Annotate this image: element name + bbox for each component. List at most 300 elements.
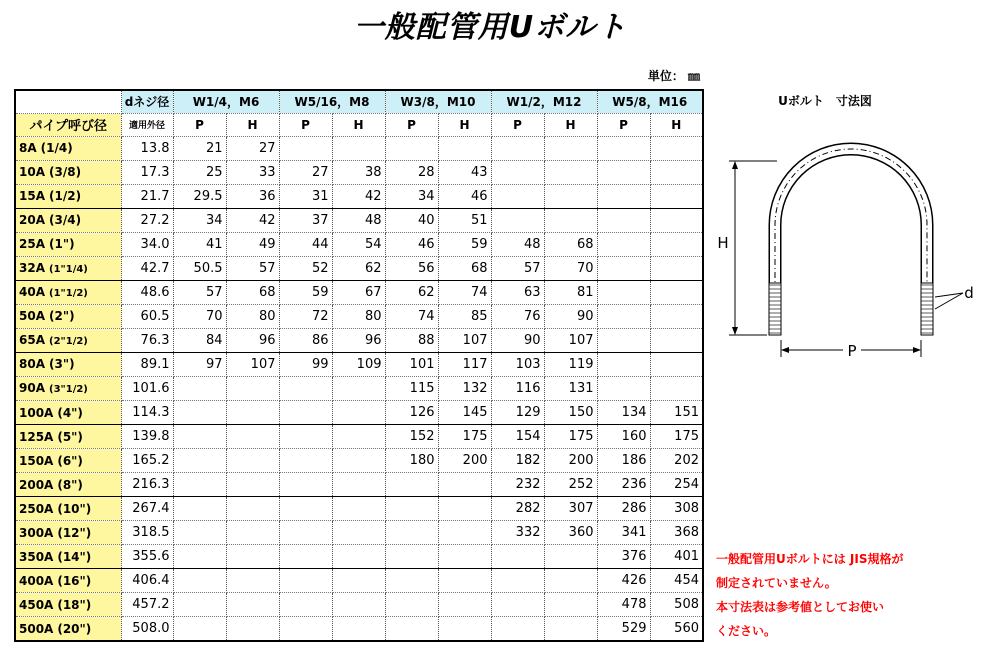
- pipe-size-cell: [15, 328, 121, 352]
- pipe-size-inch: (12"): [57, 525, 92, 540]
- outer-diameter-cell: 216.3: [121, 473, 173, 497]
- table-row: [15, 593, 703, 617]
- table-row: [15, 280, 703, 304]
- p-value-cell: 29.5: [173, 184, 226, 208]
- h-value-cell: [544, 569, 597, 593]
- h-value-cell: 33: [226, 160, 279, 184]
- p-value-cell: 57: [491, 256, 544, 280]
- table-row: [15, 545, 703, 569]
- p-value-cell: [173, 617, 226, 641]
- h-value-cell: 145: [438, 401, 491, 425]
- p-value-cell: 41: [173, 232, 226, 256]
- p-value-cell: [279, 521, 332, 545]
- p-value-cell: 50.5: [173, 256, 226, 280]
- pipe-size-inch: (10"): [57, 501, 92, 516]
- p-value-cell: 70: [173, 304, 226, 328]
- table-row: [15, 232, 703, 256]
- outer-diameter-cell: 34.0: [121, 232, 173, 256]
- pipe-size-cell: [15, 593, 121, 617]
- h-value-cell: 360: [544, 521, 597, 545]
- p-value-cell: [385, 617, 438, 641]
- h-value-cell: 200: [438, 449, 491, 473]
- h-value-cell: 132: [438, 376, 491, 400]
- p-value-cell: [597, 136, 650, 160]
- p-value-cell: [491, 160, 544, 184]
- p-value-cell: 62: [385, 280, 438, 304]
- pipe-size-cell: [15, 160, 121, 184]
- h-header: H: [650, 113, 703, 136]
- p-value-cell: 63: [491, 280, 544, 304]
- p-value-cell: 34: [173, 208, 226, 232]
- h-value-cell: [438, 497, 491, 521]
- pipe-size-cell: [15, 617, 121, 641]
- outer-diameter-cell: 508.0: [121, 617, 173, 641]
- outer-diameter-cell: 139.8: [121, 425, 173, 449]
- p-value-cell: [173, 449, 226, 473]
- pipe-size-a: 25A: [19, 237, 45, 252]
- p-value-cell: 154: [491, 425, 544, 449]
- h-value-cell: [226, 545, 279, 569]
- p-value-cell: [385, 473, 438, 497]
- pipe-size-header: パイプ呼び径: [15, 113, 121, 136]
- table-row: [15, 376, 703, 400]
- pipe-size-a: 20A: [19, 213, 45, 228]
- h-value-cell: [544, 184, 597, 208]
- h-value-cell: [332, 136, 385, 160]
- p-value-cell: 88: [385, 328, 438, 352]
- p-value-cell: 186: [597, 449, 650, 473]
- p-value-cell: [491, 569, 544, 593]
- spec-table-body: [15, 136, 703, 641]
- h-value-cell: 42: [226, 208, 279, 232]
- outer-diameter-cell: 27.2: [121, 208, 173, 232]
- p-value-cell: [491, 545, 544, 569]
- d-label: d: [964, 284, 974, 302]
- p-value-cell: 86: [279, 328, 332, 352]
- outer-diameter-cell: 114.3: [121, 401, 173, 425]
- p-header: P: [491, 113, 544, 136]
- note-line-1: 一般配管用Uボルトには JIS規格が: [716, 552, 904, 566]
- h-value-cell: 90: [544, 304, 597, 328]
- p-header: P: [173, 113, 226, 136]
- outer-diameter-cell: 42.7: [121, 256, 173, 280]
- p-value-cell: 282: [491, 497, 544, 521]
- p-value-cell: 236: [597, 473, 650, 497]
- pipe-size-a: 350A: [19, 549, 54, 564]
- p-value-cell: [491, 208, 544, 232]
- table-row: [15, 160, 703, 184]
- pipe-size-cell: [15, 473, 121, 497]
- p-value-cell: [491, 617, 544, 641]
- pipe-size-a: 90A: [19, 381, 45, 396]
- pipe-size-a: 32A: [19, 261, 45, 276]
- outer-diameter-cell: 89.1: [121, 352, 173, 376]
- p-value-cell: [597, 280, 650, 304]
- h-value-cell: [226, 497, 279, 521]
- p-value-cell: [279, 569, 332, 593]
- h-value-cell: 70: [544, 256, 597, 280]
- size-header-4: W1/2，M12: [491, 90, 597, 113]
- p-value-cell: [279, 593, 332, 617]
- h-value-cell: 38: [332, 160, 385, 184]
- pipe-size-inch: (16"): [57, 573, 92, 588]
- p-value-cell: [385, 136, 438, 160]
- p-value-cell: 101: [385, 352, 438, 376]
- pipe-size-cell: [15, 449, 121, 473]
- table-row: [15, 569, 703, 593]
- pipe-size-inch: (2"1/2): [49, 336, 88, 348]
- h-header: H: [544, 113, 597, 136]
- p-value-cell: [597, 160, 650, 184]
- p-value-cell: [597, 376, 650, 400]
- header-blank-cell: [15, 90, 121, 113]
- od-header: 適用外径: [121, 113, 173, 136]
- p-header: P: [279, 113, 332, 136]
- pipe-size-a: 50A: [19, 309, 45, 324]
- p-value-cell: 115: [385, 376, 438, 400]
- p-value-cell: [279, 376, 332, 400]
- h-value-cell: 401: [650, 545, 703, 569]
- p-value-cell: 37: [279, 208, 332, 232]
- pipe-size-inch: (5"): [57, 429, 83, 444]
- h-value-cell: 59: [438, 232, 491, 256]
- pipe-size-inch: (18"): [57, 597, 92, 612]
- h-value-cell: 117: [438, 352, 491, 376]
- p-value-cell: 56: [385, 256, 438, 280]
- p-value-cell: [491, 184, 544, 208]
- pipe-size-a: 15A: [19, 189, 45, 204]
- p-value-cell: [173, 497, 226, 521]
- h-value-cell: 42: [332, 184, 385, 208]
- pipe-size-cell: [15, 497, 121, 521]
- h-value-cell: [650, 376, 703, 400]
- h-value-cell: 560: [650, 617, 703, 641]
- p-value-cell: [279, 136, 332, 160]
- h-value-cell: 80: [226, 304, 279, 328]
- h-value-cell: [226, 376, 279, 400]
- p-value-cell: [385, 521, 438, 545]
- outer-diameter-cell: 318.5: [121, 521, 173, 545]
- table-row: [15, 304, 703, 328]
- p-value-cell: 180: [385, 449, 438, 473]
- p-value-cell: [173, 425, 226, 449]
- h-value-cell: [650, 352, 703, 376]
- h-value-cell: 54: [332, 232, 385, 256]
- pipe-size-a: 500A: [19, 621, 54, 636]
- h-value-cell: [332, 376, 385, 400]
- p-value-cell: [491, 593, 544, 617]
- h-value-cell: 43: [438, 160, 491, 184]
- outer-diameter-cell: 76.3: [121, 328, 173, 352]
- p-value-cell: [597, 256, 650, 280]
- h-value-cell: [544, 208, 597, 232]
- pipe-size-inch: (20"): [57, 621, 92, 636]
- header-row-sizes: [15, 90, 703, 113]
- pipe-size-inch: (3"): [49, 357, 75, 372]
- h-value-cell: 200: [544, 449, 597, 473]
- p-value-cell: [597, 208, 650, 232]
- p-value-cell: [173, 593, 226, 617]
- p-value-cell: 182: [491, 449, 544, 473]
- spec-table: [14, 89, 704, 642]
- pipe-size-a: 40A: [19, 285, 45, 300]
- h-value-cell: [544, 136, 597, 160]
- h-value-cell: 67: [332, 280, 385, 304]
- p-value-cell: [279, 497, 332, 521]
- pipe-size-cell: [15, 401, 121, 425]
- p-dimension: [781, 340, 921, 360]
- pipe-size-a: 100A: [19, 405, 54, 420]
- pipe-size-inch: (1"1/2): [49, 288, 88, 300]
- pipe-size-inch: (3/8): [49, 165, 82, 180]
- p-value-cell: [385, 545, 438, 569]
- outer-diameter-cell: 457.2: [121, 593, 173, 617]
- pipe-size-a: 300A: [19, 525, 54, 540]
- pipe-size-a: 250A: [19, 501, 54, 516]
- h-value-cell: 68: [438, 256, 491, 280]
- h-value-cell: [650, 136, 703, 160]
- pipe-size-inch: (1"1/4): [49, 264, 88, 276]
- h-value-cell: [438, 473, 491, 497]
- h-value-cell: 68: [544, 232, 597, 256]
- table-row: [15, 425, 703, 449]
- h-value-cell: 307: [544, 497, 597, 521]
- p-value-cell: 529: [597, 617, 650, 641]
- p-value-cell: [279, 617, 332, 641]
- p-label: P: [847, 342, 857, 360]
- h-value-cell: 109: [332, 352, 385, 376]
- pipe-size-cell: [15, 232, 121, 256]
- h-dimension: [717, 161, 777, 335]
- u-bolt-diagram: [705, 135, 975, 375]
- h-value-cell: 62: [332, 256, 385, 280]
- h-value-cell: 36: [226, 184, 279, 208]
- p-value-cell: 332: [491, 521, 544, 545]
- p-value-cell: 25: [173, 160, 226, 184]
- h-value-cell: [650, 208, 703, 232]
- p-value-cell: 90: [491, 328, 544, 352]
- h-value-cell: 107: [438, 328, 491, 352]
- h-value-cell: [438, 521, 491, 545]
- h-value-cell: [650, 160, 703, 184]
- h-value-cell: [438, 617, 491, 641]
- outer-diameter-cell: 48.6: [121, 280, 173, 304]
- h-value-cell: [650, 280, 703, 304]
- h-value-cell: 151: [650, 401, 703, 425]
- h-value-cell: 51: [438, 208, 491, 232]
- outer-diameter-cell: 355.6: [121, 545, 173, 569]
- h-value-cell: 49: [226, 232, 279, 256]
- h-value-cell: [438, 136, 491, 160]
- h-value-cell: 368: [650, 521, 703, 545]
- outer-diameter-cell: 60.5: [121, 304, 173, 328]
- size-header-2: W5/16，M8: [279, 90, 385, 113]
- h-value-cell: 81: [544, 280, 597, 304]
- p-value-cell: 84: [173, 328, 226, 352]
- p-value-cell: [173, 545, 226, 569]
- p-value-cell: 376: [597, 545, 650, 569]
- h-value-cell: [332, 449, 385, 473]
- p-value-cell: 116: [491, 376, 544, 400]
- p-value-cell: 286: [597, 497, 650, 521]
- h-value-cell: [226, 617, 279, 641]
- h-value-cell: [332, 497, 385, 521]
- p-value-cell: [385, 593, 438, 617]
- h-value-cell: [226, 401, 279, 425]
- p-value-cell: [279, 449, 332, 473]
- p-value-cell: 103: [491, 352, 544, 376]
- u-bolt-shape: [769, 149, 933, 335]
- h-value-cell: 68: [226, 280, 279, 304]
- h-value-cell: 74: [438, 280, 491, 304]
- table-row: [15, 617, 703, 641]
- h-value-cell: 252: [544, 473, 597, 497]
- h-value-cell: [226, 425, 279, 449]
- pipe-size-a: 8A: [19, 141, 37, 156]
- h-value-cell: 57: [226, 256, 279, 280]
- p-value-cell: 76: [491, 304, 544, 328]
- p-value-cell: [173, 521, 226, 545]
- pipe-size-cell: [15, 136, 121, 160]
- d-dimension: [935, 284, 974, 309]
- p-value-cell: [385, 569, 438, 593]
- p-value-cell: 44: [279, 232, 332, 256]
- h-value-cell: [650, 328, 703, 352]
- p-value-cell: 134: [597, 401, 650, 425]
- p-value-cell: [279, 425, 332, 449]
- h-value-cell: 107: [544, 328, 597, 352]
- note-line-4: ください。: [716, 624, 777, 638]
- pipe-size-a: 125A: [19, 429, 54, 444]
- pipe-size-cell: [15, 352, 121, 376]
- p-value-cell: [173, 401, 226, 425]
- p-value-cell: 74: [385, 304, 438, 328]
- p-value-cell: 52: [279, 256, 332, 280]
- note-line-2: 制定されていません。: [716, 576, 837, 590]
- note-line-3: 本寸法表は参考値としてお使い: [716, 600, 885, 614]
- outer-diameter-cell: 21.7: [121, 184, 173, 208]
- table-row: [15, 208, 703, 232]
- pipe-size-a: 65A: [19, 333, 45, 348]
- p-value-cell: 97: [173, 352, 226, 376]
- h-value-cell: 175: [650, 425, 703, 449]
- size-header-1: W1/4，M6: [173, 90, 279, 113]
- jis-note: [716, 547, 978, 643]
- pipe-size-cell: [15, 376, 121, 400]
- outer-diameter-cell: 267.4: [121, 497, 173, 521]
- h-value-cell: 80: [332, 304, 385, 328]
- p-header: P: [597, 113, 650, 136]
- p-value-cell: 40: [385, 208, 438, 232]
- h-value-cell: [332, 617, 385, 641]
- h-value-cell: [650, 256, 703, 280]
- h-value-cell: [332, 569, 385, 593]
- pipe-size-cell: [15, 304, 121, 328]
- h-value-cell: [438, 545, 491, 569]
- h-value-cell: [332, 425, 385, 449]
- diagram-title: Uボルト 寸法図: [778, 94, 872, 108]
- h-value-cell: 508: [650, 593, 703, 617]
- pipe-size-inch: (1/4): [40, 141, 73, 156]
- p-value-cell: 46: [385, 232, 438, 256]
- size-header-5: W5/8，M16: [597, 90, 703, 113]
- table-row: [15, 352, 703, 376]
- h-value-cell: 175: [544, 425, 597, 449]
- h-value-cell: [226, 593, 279, 617]
- table-row: [15, 497, 703, 521]
- p-value-cell: [597, 328, 650, 352]
- pipe-size-a: 10A: [19, 165, 45, 180]
- pipe-size-cell: [15, 569, 121, 593]
- h-value-cell: 308: [650, 497, 703, 521]
- h-value-cell: 27: [226, 136, 279, 160]
- p-value-cell: [279, 401, 332, 425]
- table-row: [15, 256, 703, 280]
- unit-label: 単位： ㎜: [647, 69, 700, 83]
- table-row: [15, 136, 703, 160]
- p-value-cell: [279, 545, 332, 569]
- outer-diameter-cell: 101.6: [121, 376, 173, 400]
- h-value-cell: 85: [438, 304, 491, 328]
- pipe-size-cell: [15, 280, 121, 304]
- pipe-size-inch: (3"1/2): [49, 384, 88, 396]
- pipe-size-inch: (14"): [57, 549, 92, 564]
- pipe-size-inch: (3/4): [49, 213, 82, 228]
- d-thread-header: dネジ径: [121, 90, 173, 113]
- p-value-cell: 57: [173, 280, 226, 304]
- h-value-cell: 119: [544, 352, 597, 376]
- p-value-cell: 99: [279, 352, 332, 376]
- p-value-cell: 28: [385, 160, 438, 184]
- h-value-cell: [226, 449, 279, 473]
- pipe-size-inch: (6"): [57, 453, 83, 468]
- pipe-size-inch: (1/2): [49, 189, 82, 204]
- p-value-cell: 31: [279, 184, 332, 208]
- h-value-cell: [332, 545, 385, 569]
- h-header: H: [438, 113, 491, 136]
- pipe-size-inch: (4"): [57, 405, 83, 420]
- table-row: [15, 449, 703, 473]
- h-value-cell: 96: [226, 328, 279, 352]
- p-value-cell: 478: [597, 593, 650, 617]
- h-value-cell: [332, 521, 385, 545]
- pipe-size-inch: (2"): [49, 309, 75, 324]
- h-value-cell: [544, 160, 597, 184]
- pipe-size-cell: [15, 184, 121, 208]
- p-value-cell: 48: [491, 232, 544, 256]
- p-value-cell: [597, 352, 650, 376]
- h-value-cell: [226, 473, 279, 497]
- p-value-cell: 59: [279, 280, 332, 304]
- h-value-cell: 150: [544, 401, 597, 425]
- p-value-cell: [597, 232, 650, 256]
- pipe-size-cell: [15, 256, 121, 280]
- h-value-cell: [438, 593, 491, 617]
- p-value-cell: [173, 569, 226, 593]
- h-value-cell: [544, 617, 597, 641]
- p-value-cell: 341: [597, 521, 650, 545]
- header-row-ph: [15, 113, 703, 136]
- h-value-cell: [226, 569, 279, 593]
- p-header: P: [385, 113, 438, 136]
- p-value-cell: 160: [597, 425, 650, 449]
- outer-diameter-cell: 13.8: [121, 136, 173, 160]
- h-value-cell: 175: [438, 425, 491, 449]
- h-value-cell: 202: [650, 449, 703, 473]
- p-value-cell: 21: [173, 136, 226, 160]
- p-value-cell: [597, 304, 650, 328]
- p-value-cell: 27: [279, 160, 332, 184]
